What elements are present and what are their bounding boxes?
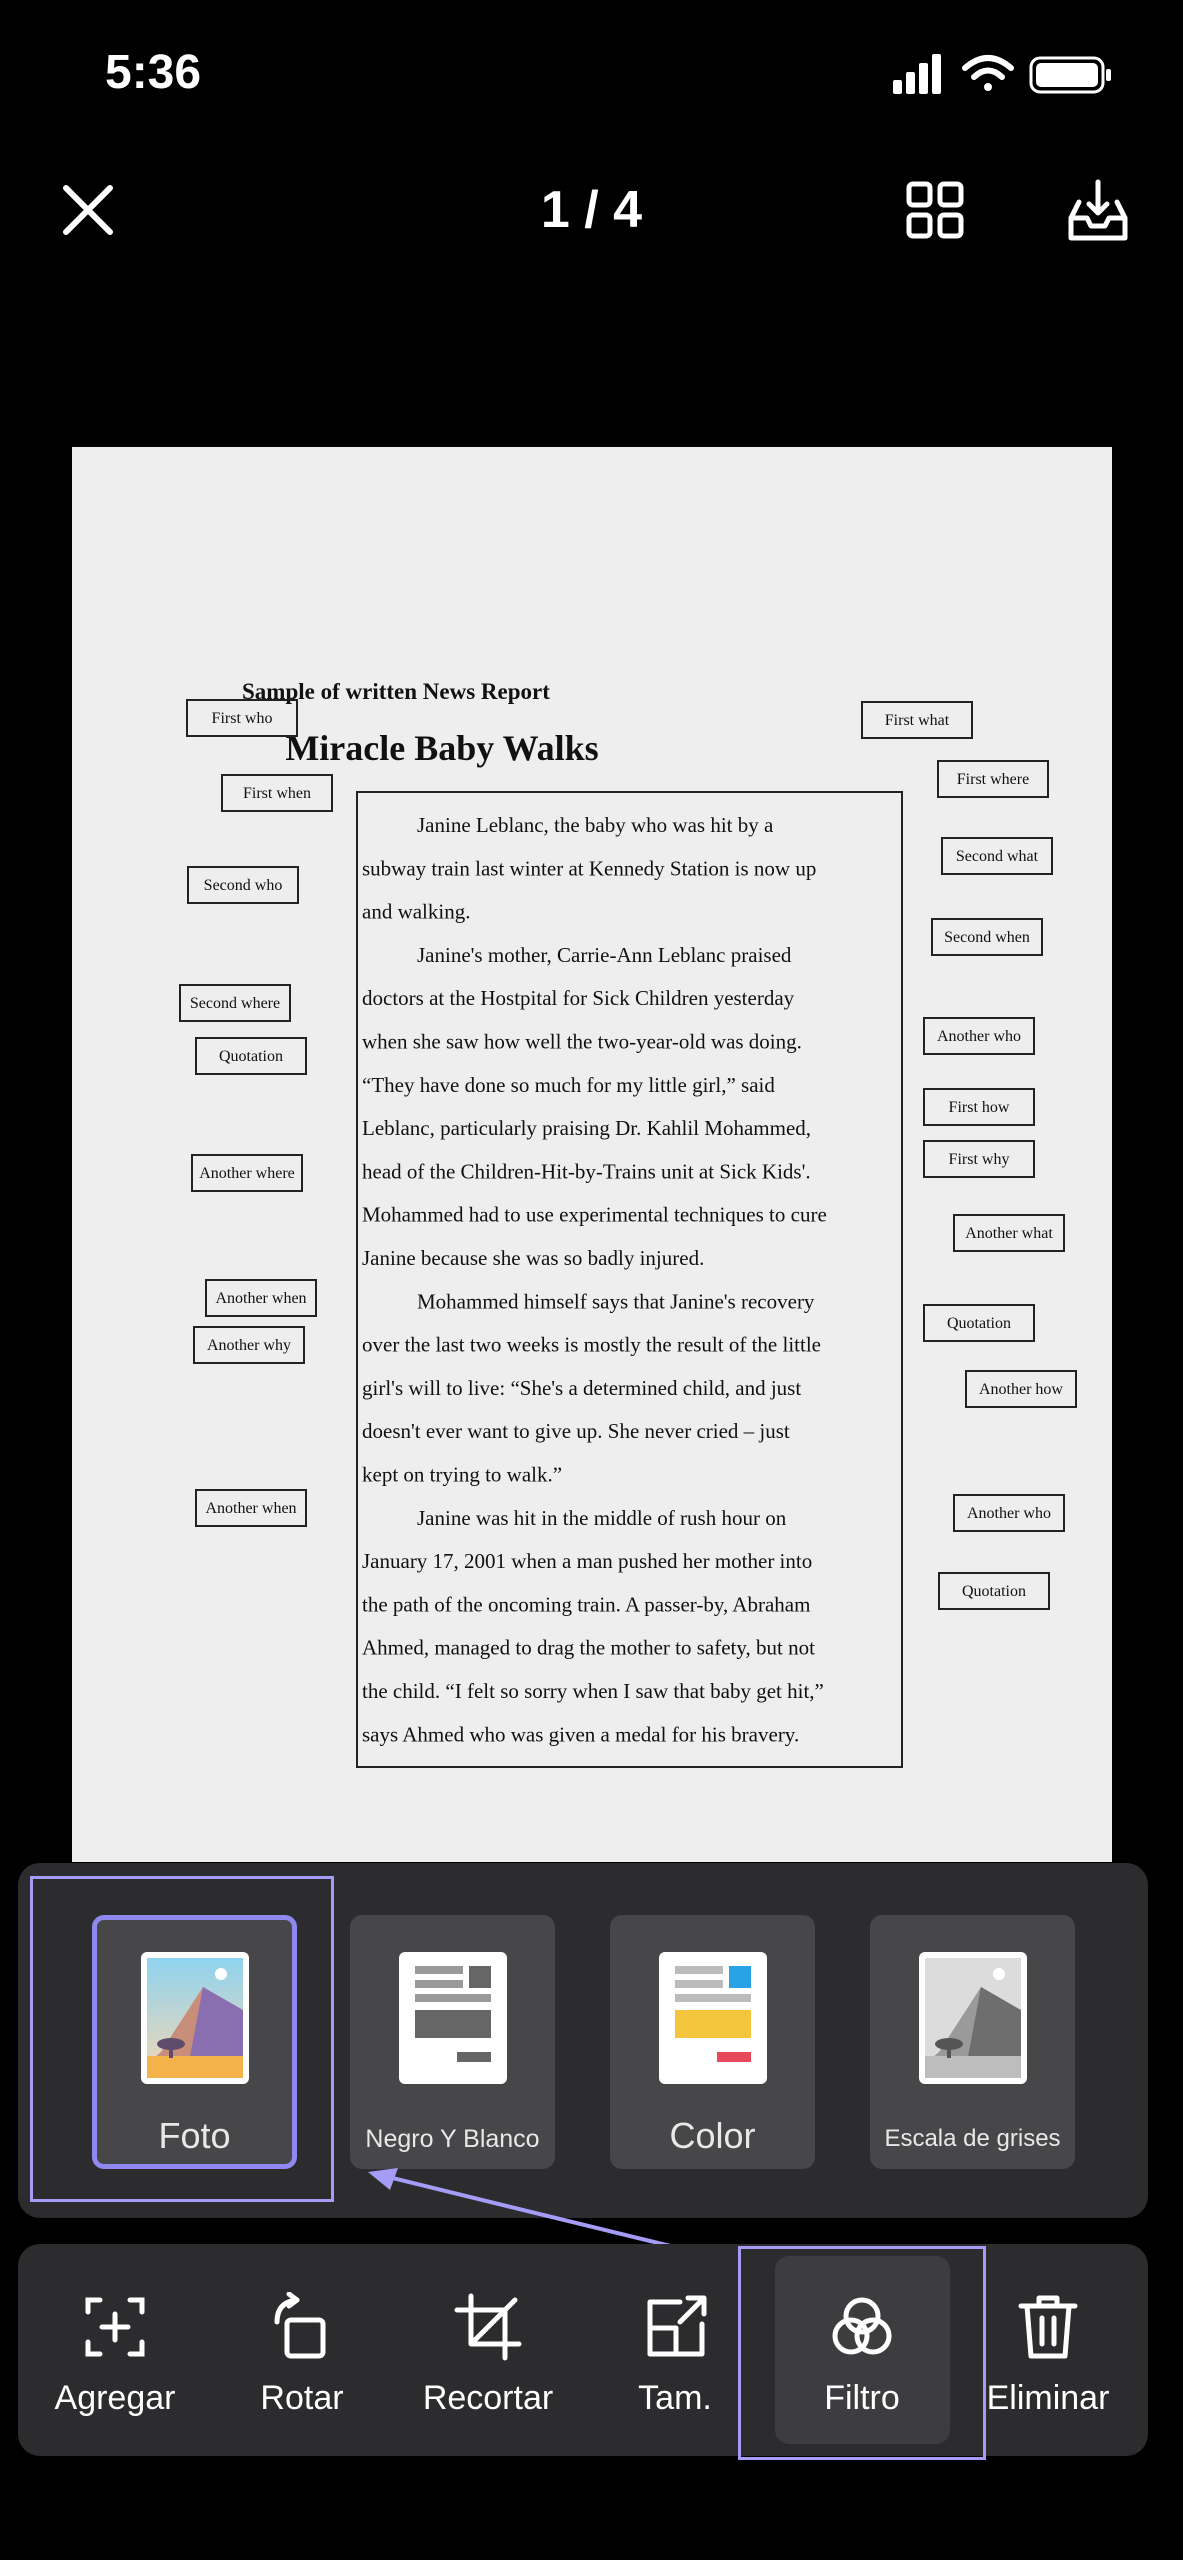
add-page-icon (80, 2292, 150, 2362)
grid-view-icon[interactable] (905, 180, 965, 240)
doc-line: Janine's mother, Carrie-Ann Leblanc praised (417, 942, 792, 967)
doc-annotation-text: First who (211, 710, 273, 727)
doc-annotation-label (954, 1215, 1064, 1251)
filter-negro-y-blanco[interactable] (350, 1915, 555, 2169)
tool-label: Eliminar (986, 2379, 1110, 2417)
doc-line: the child. “I felt so sorry when I saw that baby get hit,” (362, 1679, 824, 1703)
doc-annotation-text: First why (948, 1151, 1010, 1168)
status-icons (893, 50, 1123, 100)
doc-line: Mohammed had to use experimental techniques to cure (362, 1202, 827, 1227)
doc-line: Ahmed, managed to drag the mother to safety, but not (362, 1635, 815, 1660)
rotate-icon (267, 2292, 337, 2362)
doc-line: Leblanc, particularly praising Dr. Kahlil Mohammed, (362, 1116, 812, 1141)
filter-label: Foto (158, 2115, 231, 2156)
doc-annotation-text: First where (956, 771, 1030, 788)
doc-line: Janine Leblanc, the baby who was hit by a (417, 813, 774, 837)
save-download-icon[interactable] (1065, 178, 1131, 244)
doc-annotation-label (194, 1327, 304, 1363)
doc-annotation-text: Second when (944, 929, 1030, 946)
battery-icon (1031, 58, 1111, 92)
tool-recortar[interactable] (398, 2244, 578, 2456)
scanned-document (72, 447, 1112, 1862)
doc-line: over the last two weeks is mostly the result of the little (362, 1332, 821, 1357)
doc-line: “They have done so much for my little girl,” said (362, 1072, 775, 1097)
trash-icon (1013, 2292, 1083, 2362)
doc-annotation-label (942, 838, 1052, 874)
color-doc-thumb-icon (659, 1952, 767, 2084)
doc-annotation-text: Quotation (962, 1583, 1026, 1600)
doc-line: and walking. (362, 899, 471, 924)
doc-annotation-label (192, 1155, 302, 1191)
resize-icon (640, 2292, 710, 2362)
tool-label: Rotar (260, 2379, 344, 2417)
status-time: 5:36 (105, 46, 202, 99)
doc-right-labels (862, 702, 1076, 1609)
doc-annotation-label (924, 1018, 1034, 1054)
highlight-box-foto (30, 1876, 334, 2202)
doc-annotation-text: Another when (215, 1290, 307, 1307)
doc-title: Miracle Baby Walks (285, 728, 599, 768)
wifi-icon (965, 58, 1011, 91)
doc-annotation-label (862, 702, 972, 738)
doc-annotation-text: Quotation (219, 1048, 283, 1065)
doc-annotation-label (938, 761, 1048, 797)
doc-line: Janine because she was so badly injured. (362, 1246, 705, 1270)
doc-line: January 17, 2001 when a man pushed her mother into (362, 1549, 813, 1574)
doc-annotation-label (939, 1573, 1049, 1609)
doc-annotation-label (924, 1089, 1034, 1125)
doc-annotation-label (924, 1141, 1034, 1177)
doc-annotation-text: First what (884, 712, 950, 729)
doc-annotation-text: Another what (965, 1225, 1053, 1242)
doc-annotation-label (180, 985, 290, 1021)
doc-annotation-text: Quotation (947, 1315, 1011, 1332)
filter-label: Escala de grises (884, 2125, 1061, 2152)
grayscale-thumb-icon (919, 1952, 1027, 2084)
doc-annotation-label (222, 775, 332, 811)
doc-annotation-label (188, 867, 298, 903)
doc-annotation-text: First how (948, 1099, 1010, 1116)
doc-annotation-text: Second who (203, 877, 283, 894)
filter-label: Negro Y Blanco (365, 2125, 540, 2153)
doc-annotation-text: Second where (189, 995, 281, 1012)
doc-annotation-label (196, 1490, 306, 1526)
doc-annotation-label (187, 700, 297, 736)
doc-heading: Sample of written News Report (242, 679, 550, 704)
doc-line: doesn't ever want to give up. She never cried – just (362, 1419, 790, 1444)
doc-annotation-label (966, 1371, 1076, 1407)
tool-agregar[interactable] (25, 2244, 205, 2456)
doc-annotation-text: Another how (979, 1381, 1063, 1398)
doc-left-labels (180, 700, 332, 1526)
doc-line: kept on trying to walk.” (362, 1462, 563, 1487)
doc-line: head of the Children-Hit-by-Trains unit at Sick Kids'. (362, 1159, 811, 1184)
tool-label: Tam. (638, 2379, 712, 2417)
doc-line: says Ahmed who was given a medal for his bravery. (362, 1722, 800, 1747)
doc-annotation-label (196, 1038, 306, 1074)
filter-label: Color (669, 2115, 756, 2156)
tool-label: Recortar (422, 2379, 554, 2417)
doc-annotation-label (932, 919, 1042, 955)
doc-line: the path of the oncoming train. A passer-by, Abraham (362, 1592, 811, 1617)
doc-line: girl's will to live: “She's a determined child, and just (362, 1375, 802, 1400)
tool-label: Filtro (824, 2379, 900, 2417)
bw-doc-thumb-icon (399, 1952, 507, 2084)
tool-rotar[interactable] (212, 2244, 392, 2456)
doc-line: doctors at the Hostpital for Sick Children yesterday (362, 986, 795, 1011)
doc-annotation-text: Another where (199, 1165, 295, 1182)
doc-annotation-text: Another who (967, 1505, 1051, 1522)
doc-line: Janine was hit in the middle of rush hour on (417, 1505, 787, 1530)
doc-annotation-label (924, 1305, 1034, 1341)
document-page (72, 447, 1112, 1862)
highlight-box-filtro (738, 2246, 986, 2460)
signal-icon (893, 54, 941, 94)
doc-annotation-text: First when (243, 785, 311, 802)
doc-annotation-label (954, 1495, 1064, 1531)
doc-annotation-text: Second what (955, 848, 1039, 865)
doc-line: when she saw how well the two-year-old was doing. (362, 1029, 802, 1054)
crop-icon (453, 2292, 523, 2362)
doc-annotation-text: Another who (937, 1028, 1021, 1045)
filter-escala-de-grises[interactable] (870, 1915, 1075, 2169)
tool-label: Agregar (54, 2379, 176, 2417)
page-counter: 1 / 4 (540, 181, 643, 239)
doc-annotation-text: Another when (205, 1500, 297, 1517)
doc-line: subway train last winter at Kennedy Station is now up (362, 856, 817, 881)
filter-color[interactable] (610, 1915, 815, 2169)
doc-annotation-text: Another why (207, 1337, 291, 1354)
doc-annotation-label (206, 1280, 316, 1316)
doc-line: Mohammed himself says that Janine's recovery (417, 1289, 815, 1314)
doc-body (362, 813, 827, 1746)
